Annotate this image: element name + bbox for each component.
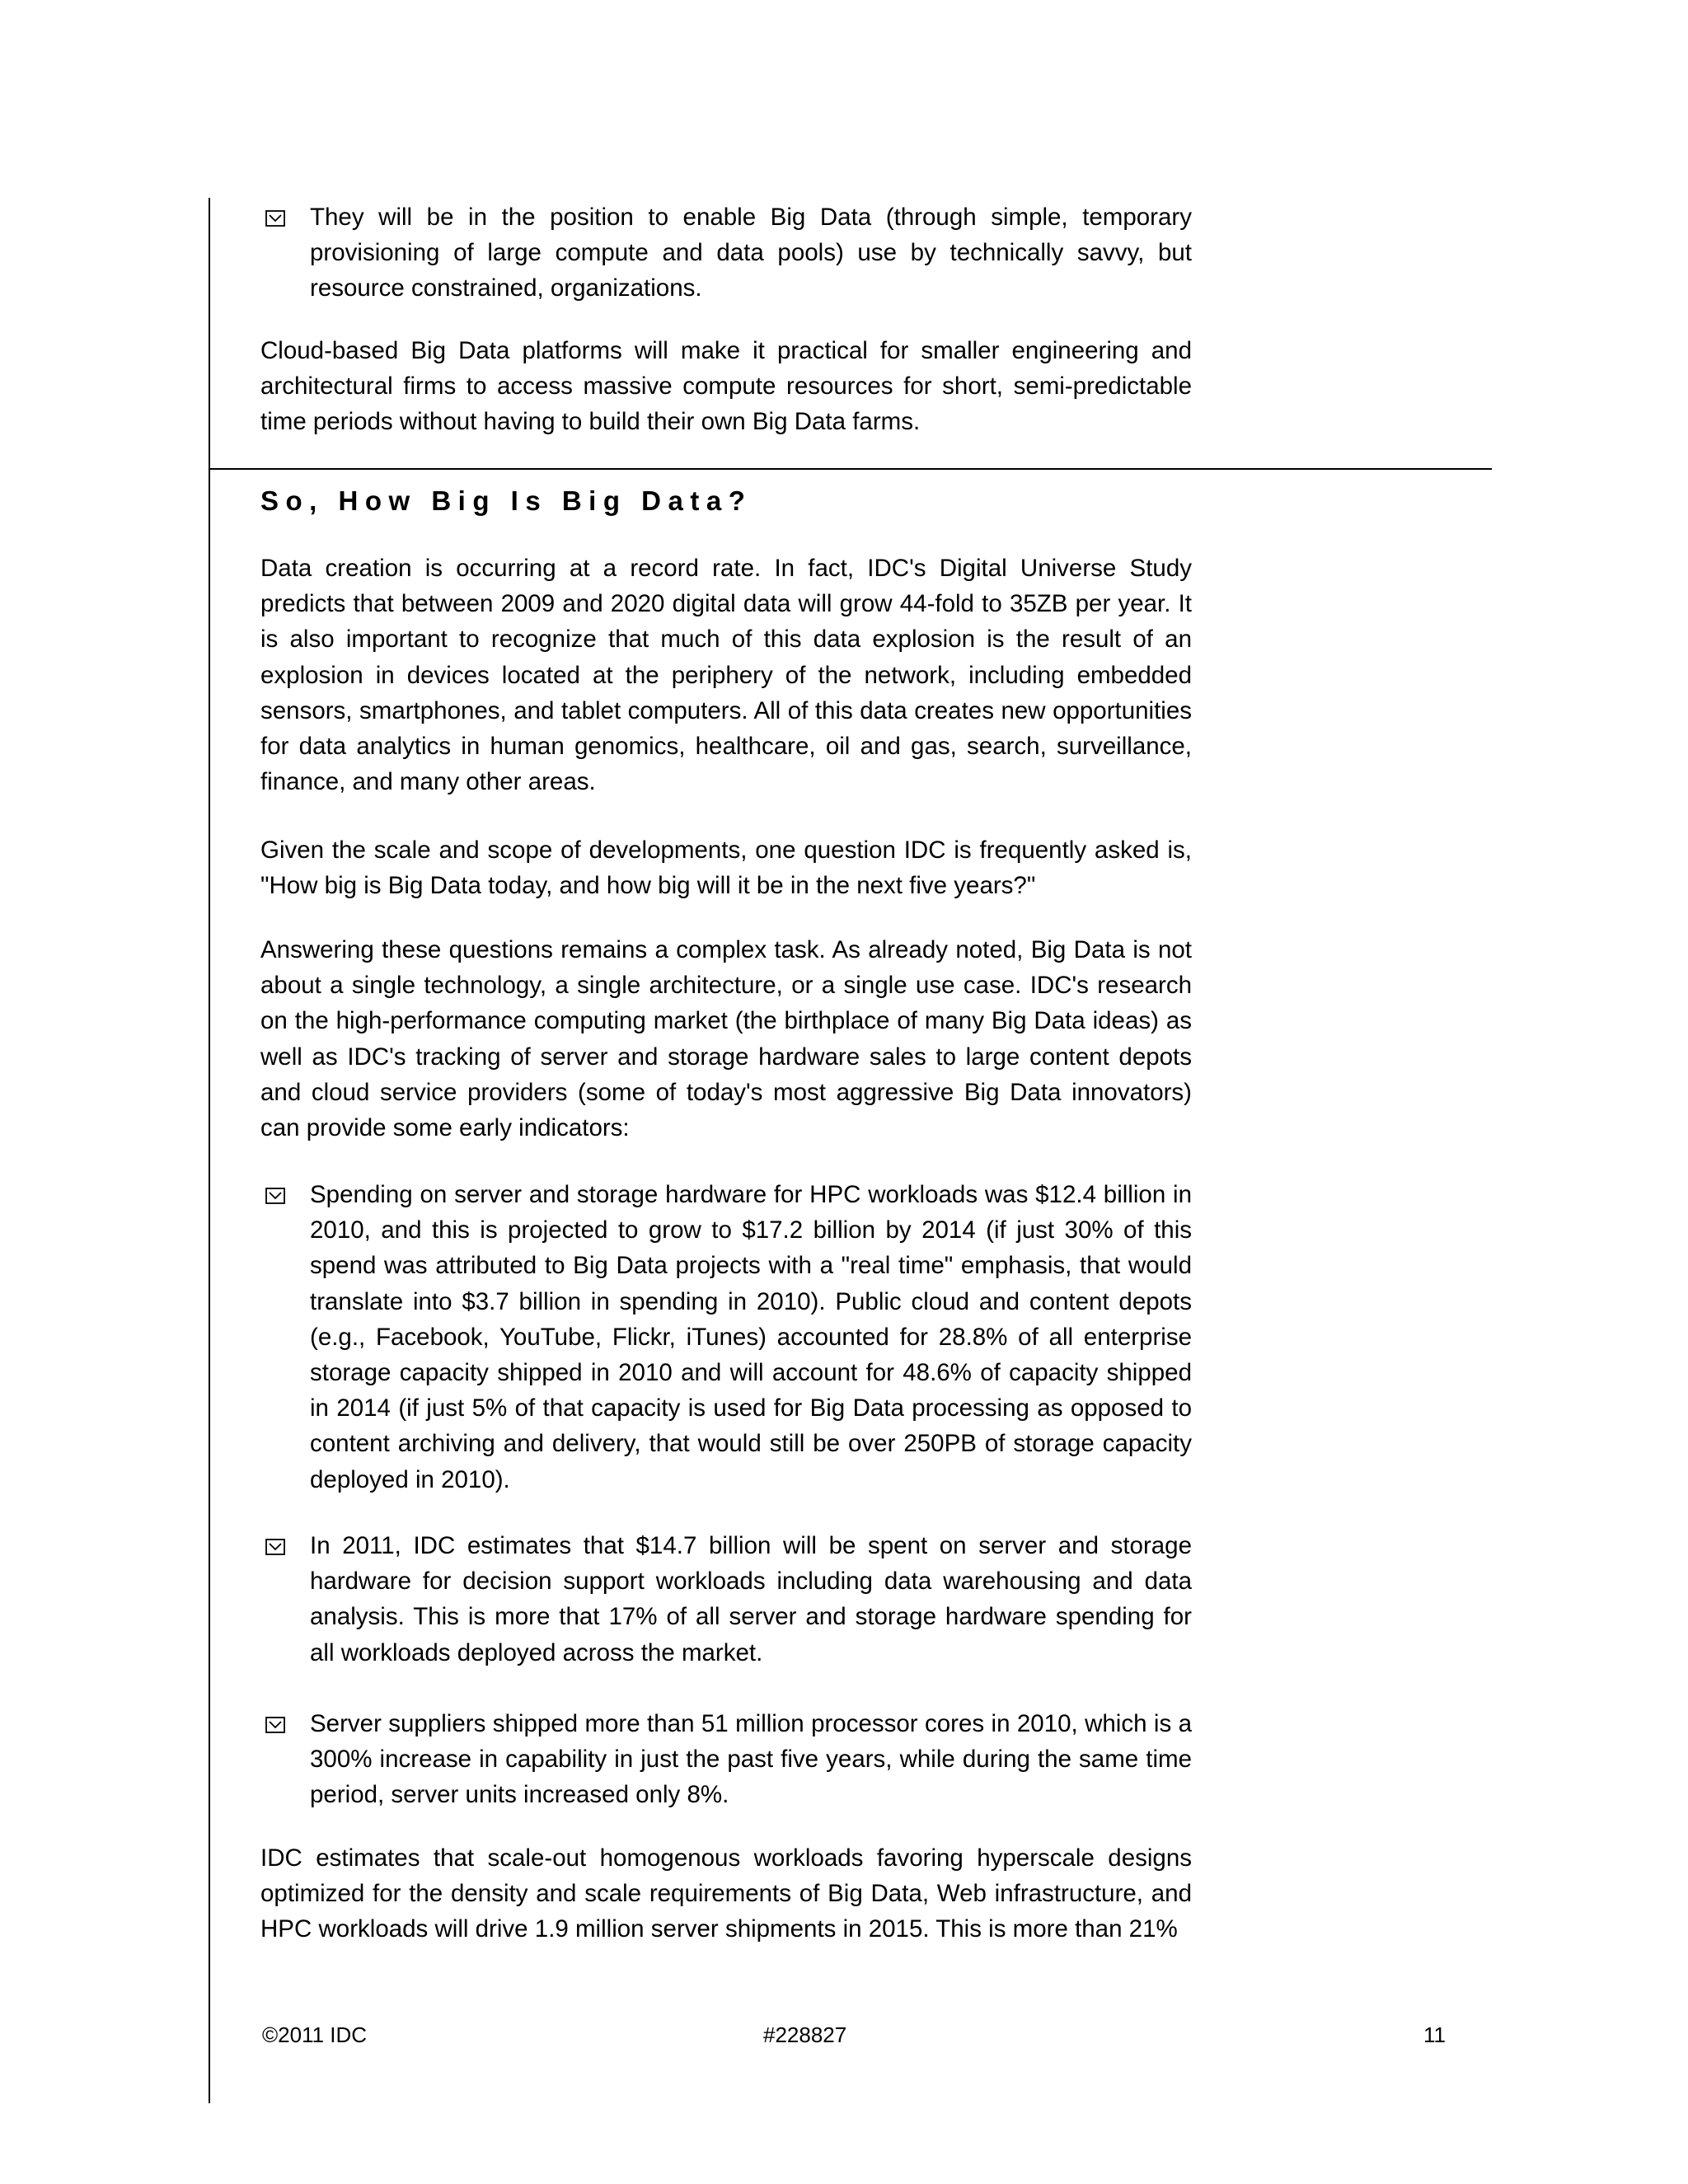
paragraph-text: Data creation is occurring at a record rate. In fact, IDC's Digital Universe Study predicts that between 2009 and 2020 digital data will grow 44-fold to 35ZB per year. It is also important to recognize that much of this data explosion is the result of an explosion in devices located at the periphery of the network, including embedded sensors, smartphones, and tablet computers. All of this data creates new opportunities for data analytics in human genomics, healthcare, oil and gas, search, surveillance, finance, and many other areas. xyxy=(260,555,1192,796)
list-item xyxy=(260,199,1192,307)
section-divider-rule xyxy=(209,468,1492,470)
paragraph-text: Cloud-based Big Data platforms will make it practical for smaller engineering and architectural firms to access massive compute resources for short, semi-predictable time periods without having to build their own Big Data farms. xyxy=(260,337,1192,436)
list-item xyxy=(260,1706,1192,1813)
footer-copyright: ©2011 IDC xyxy=(262,2022,368,2047)
body-paragraph xyxy=(260,1840,1192,1947)
checkbox-arrow-icon xyxy=(265,1188,285,1204)
list-item xyxy=(260,1528,1192,1671)
body-paragraph xyxy=(260,832,1192,903)
left-margin-rule xyxy=(209,198,210,2103)
paragraph-text: Given the scale and scope of developments, one question IDC is frequently asked is, "How big is Big Data today, and how big will it be in the next five years?" xyxy=(260,837,1192,900)
footer-page-number: 11 xyxy=(1423,2022,1446,2047)
checkbox-arrow-icon xyxy=(265,1539,285,1555)
section-heading: So, How Big Is Big Data? xyxy=(260,485,753,516)
paragraph-text: IDC estimates that scale-out homogenous workloads favoring hyperscale designs optimized for the density and scale requirements of Big Data, Web infrastructure, and HPC workloads will drive 1.9 million server shipments in 2015. This is more than 21% xyxy=(260,1844,1192,1943)
body-paragraph xyxy=(260,551,1192,799)
checkbox-arrow-icon xyxy=(265,210,285,227)
list-item-text: In 2011, IDC estimates that $14.7 billion will be spent on server and storage hardware for decision support workloads including data warehousing and data analysis. This is more that 17% of all server and storage hardware spending for all workloads deployed across the market. xyxy=(310,1532,1192,1666)
list-item xyxy=(260,1177,1192,1497)
checkbox-arrow-icon xyxy=(265,1717,285,1733)
footer-doc-number: #228827 xyxy=(763,2022,847,2047)
body-paragraph xyxy=(260,333,1192,440)
body-paragraph xyxy=(260,932,1192,1146)
list-item-text: Spending on server and storage hardware for HPC workloads was $12.4 billion in 2010, and this is projected to grow to $17.2 billion by 2014 (if just 30% of this spend was attributed to Big Data projects with a "real time" emphasis, that would translate into $3.7 billion in spending in 2010). Public cloud and content depots (e.g., Facebook, YouTube, Flickr, iTunes) accounted for 28.8% of all enterprise storage capacity shipped in 2010 and will account for 48.6% of capacity shipped in 2014 (if just 5% of that capacity is used for Big Data processing as opposed to content archiving and delivery, that would still be over 250PB of storage capacity deployed in 2010). xyxy=(310,1181,1192,1493)
list-item-text: They will be in the position to enable Big Data (through simple, temporary provisioning of large compute and data pools) use by technically savvy, but resource constrained, organizations. xyxy=(310,204,1192,302)
list-item-text: Server suppliers shipped more than 51 million processor cores in 2010, which is a 300% increase in capability in just the past five years, while during the same time period, server units increased only 8%. xyxy=(310,1710,1192,1809)
paragraph-text: Answering these questions remains a complex task. As already noted, Big Data is not about a single technology, a single architecture, or a single use case. IDC's research on the high-performance computing market (the birthplace of many Big Data ideas) as well as IDC's tracking of server and storage hardware sales to large content depots and cloud service providers (some of today's most aggressive Big Data innovators) can provide some early indicators: xyxy=(260,936,1192,1142)
